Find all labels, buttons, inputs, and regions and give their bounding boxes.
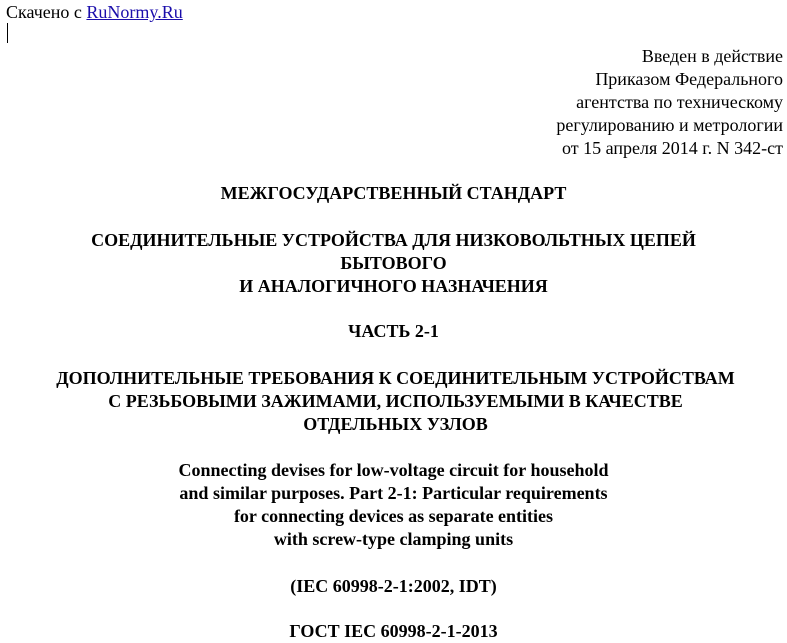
russian-subtitle-line: ОТДЕЛЬНЫХ УЗЛОВ — [303, 414, 488, 434]
iec-reference-text: (IEC 60998-2-1:2002, IDT) — [290, 576, 497, 596]
russian-subtitle-line: ДОПОЛНИТЕЛЬНЫЕ ТРЕБОВАНИЯ К СОЕДИНИТЕЛЬНЫМ УСТРОЙСТВАМ — [56, 368, 735, 388]
download-source-prefix: Скачено с — [6, 2, 87, 22]
approval-line: Введен в действие — [641, 46, 783, 66]
approval-line: от 15 апреля 2014 г. N 342-ст — [562, 138, 783, 158]
russian-title-line: БЫТОВОГО — [340, 253, 447, 273]
approval-note — [556, 45, 783, 160]
download-source-line — [6, 2, 183, 22]
part-text: ЧАСТЬ 2-1 — [348, 321, 439, 341]
iec-reference — [0, 575, 787, 598]
russian-subtitle-line: С РЕЗЬБОВЫМИ ЗАЖИМАМИ, ИСПОЛЬЗУЕМЫМИ В КАЧЕСТВЕ — [108, 391, 683, 411]
standard-type-heading — [0, 182, 787, 205]
english-title-line: Connecting devises for low-voltage circuit for household — [178, 460, 609, 480]
english-title-line: and similar purposes. Part 2-1: Particular requirements — [179, 483, 608, 503]
approval-line: регулированию и метрологии — [556, 115, 783, 135]
gost-number-text: ГОСТ IEC 60998-2-1-2013 — [289, 621, 498, 641]
russian-title-line: И АНАЛОГИЧНОГО НАЗНАЧЕНИЯ — [239, 276, 548, 296]
english-title — [0, 459, 787, 551]
english-title-line: for connecting devices as separate entities — [233, 506, 554, 526]
runormy-link[interactable]: RuNormy.Ru — [86, 2, 183, 22]
gost-number — [0, 620, 787, 643]
approval-line: Приказом Федерального — [595, 69, 783, 89]
part-heading — [0, 320, 787, 343]
russian-title-line: СОЕДИНИТЕЛЬНЫЕ УСТРОЙСТВА ДЛЯ НИЗКОВОЛЬТНЫХ ЦЕПЕЙ — [91, 230, 696, 250]
approval-line: агентства по техническому — [576, 92, 783, 112]
russian-title — [0, 229, 787, 298]
english-title-line: with screw-type clamping units — [273, 529, 514, 549]
russian-subtitle — [2, 367, 787, 436]
text-cursor — [7, 23, 8, 43]
standard-type-text: МЕЖГОСУДАРСТВЕННЫЙ СТАНДАРТ — [220, 183, 567, 203]
